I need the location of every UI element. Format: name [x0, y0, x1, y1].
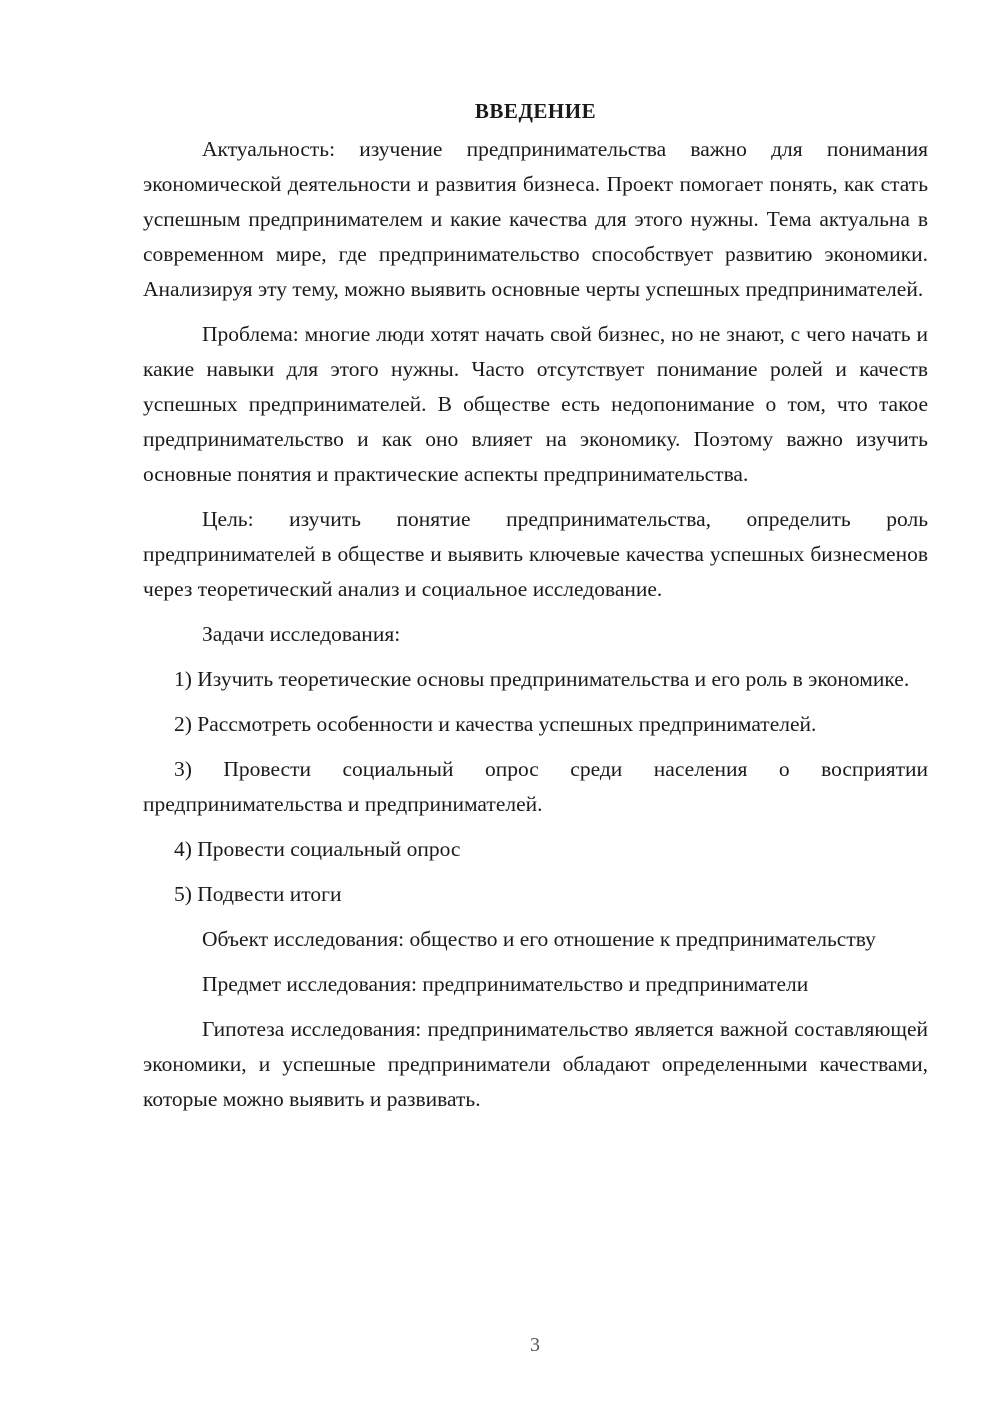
hypothesis-paragraph: Гипотеза исследования: предпринимательство является важной составляющей экономики, и успешные предприниматели обладают определенными качествами, которые можно выявить и развивать.: [143, 1017, 928, 1111]
problem-paragraph: Проблема: многие люди хотят начать свой бизнес, но не знают, с чего начать и какие навыки для этого нужны. Часто отсутствует понимание ролей и качеств успешных предпринимателей. В обществе есть недопонимание о том, что такое предпринимательство и как оно влияет на экономику. Поэтому важно изучить основные понятия и практические аспекты предпринимательства.: [143, 322, 928, 486]
task-item-4: 4) Провести социальный опрос: [174, 837, 461, 861]
object-paragraph: Объект исследования: общество и его отношение к предпринимательству: [202, 927, 876, 951]
relevance-paragraph: Актуальность: изучение предпринимательства важно для понимания экономической деятельности и развития бизнеса. Проект помогает понять, как стать успешным предпринимателем и какие качества для этого нужны. Тема актуальна в современном мире, где предпринимательство способствует развитию экономики. Анализируя эту тему, можно выявить основные черты успешных предпринимателей.: [143, 137, 928, 301]
page-number: 3: [530, 1334, 540, 1356]
task-item-2: 2) Рассмотреть особенности и качества успешных предпринимателей.: [174, 712, 817, 736]
tasks-heading: Задачи исследования:: [202, 622, 401, 646]
goal-paragraph: Цель: изучить понятие предпринимательства, определить роль предпринимателей в обществе и выявить ключевые качества успешных бизнесменов через теоретический анализ и социальное исследование.: [143, 507, 928, 601]
subject-paragraph: Предмет исследования: предпринимательство и предприниматели: [202, 972, 809, 996]
task-item-3: 3) Провести социальный опрос среди населения о восприятии предпринимательства и предпринимателей.: [143, 757, 928, 816]
document-body: [143, 96, 928, 1127]
page-title: ВВЕДЕНИЕ: [474, 99, 597, 123]
task-item-5: 5) Подвести итоги: [174, 882, 342, 906]
task-item-1: 1) Изучить теоретические основы предпринимательства и его роль в экономике.: [174, 667, 910, 691]
